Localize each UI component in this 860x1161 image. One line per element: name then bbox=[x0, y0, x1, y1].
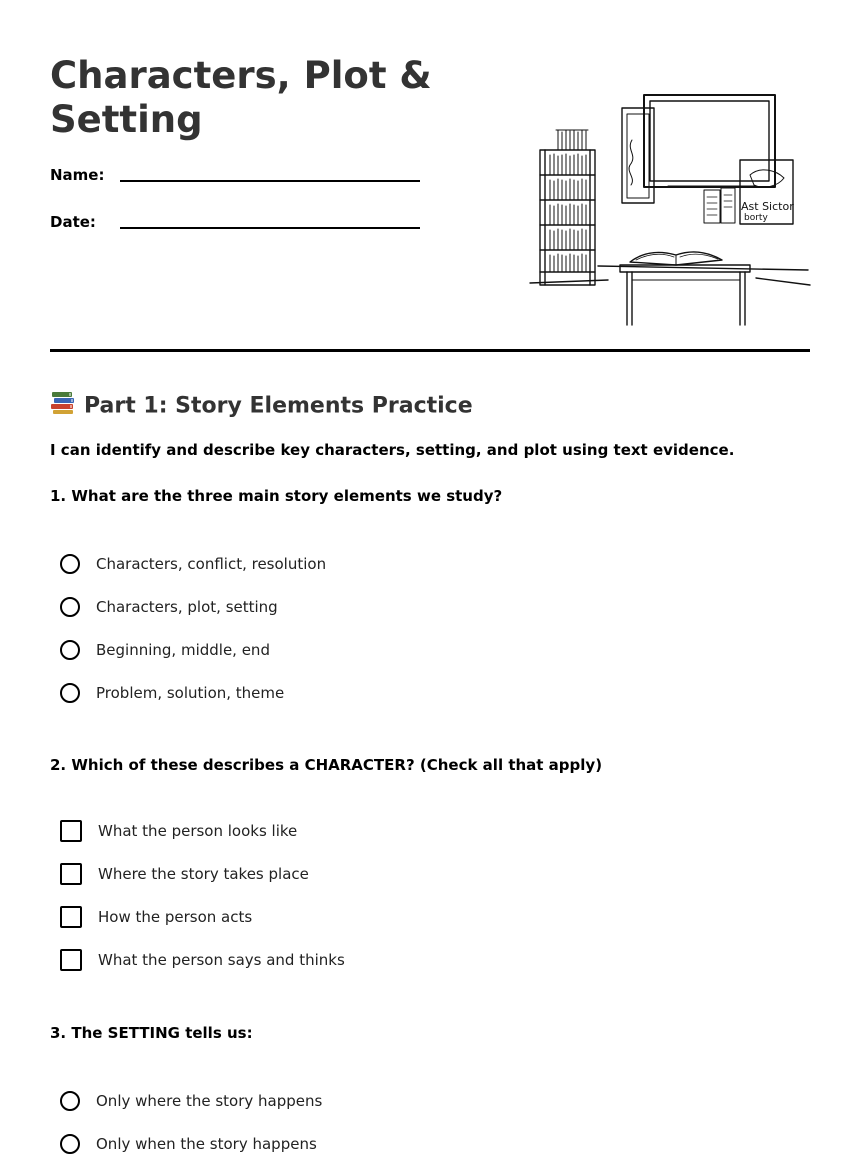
worksheet-title: Characters, Plot & Setting bbox=[50, 54, 432, 141]
checkbox[interactable] bbox=[60, 906, 82, 928]
q1-option-4[interactable] bbox=[60, 680, 284, 706]
books-icon bbox=[50, 389, 76, 424]
radio-button[interactable] bbox=[60, 554, 80, 574]
section-divider bbox=[50, 349, 810, 352]
q3-option-1[interactable] bbox=[60, 1088, 322, 1114]
q2-option-2[interactable] bbox=[60, 861, 309, 887]
name-line[interactable] bbox=[120, 180, 420, 182]
date-field bbox=[50, 213, 96, 231]
option-label: Beginning, middle, end bbox=[96, 641, 270, 659]
q1-option-2[interactable] bbox=[60, 594, 278, 620]
checkbox[interactable] bbox=[60, 949, 82, 971]
option-label: Problem, solution, theme bbox=[96, 684, 285, 702]
option-label: Only when the story happens bbox=[96, 1135, 317, 1153]
part-1-title bbox=[50, 389, 473, 424]
q1-option-3[interactable] bbox=[60, 637, 270, 663]
q2-option-4[interactable] bbox=[60, 947, 345, 973]
option-label: How the person acts bbox=[98, 908, 253, 926]
q2-option-1[interactable] bbox=[60, 818, 297, 844]
poster-text-2: borty bbox=[744, 213, 768, 223]
radio-button[interactable] bbox=[60, 683, 80, 703]
classroom-illustration bbox=[528, 90, 813, 330]
radio-button[interactable] bbox=[60, 1134, 80, 1154]
name-field bbox=[50, 166, 104, 184]
option-label: Only where the story happens bbox=[96, 1092, 323, 1110]
part-1-title-text: Part 1: Story Elements Practice bbox=[84, 393, 473, 419]
q2-option-3[interactable] bbox=[60, 904, 252, 930]
q1-option-1[interactable] bbox=[60, 551, 326, 577]
date-label: Date: bbox=[50, 213, 96, 231]
radio-button[interactable] bbox=[60, 1091, 80, 1111]
question-1: 1. What are the three main story elements we study? bbox=[50, 487, 503, 505]
poster-text-1: Ast Sictor bbox=[741, 200, 794, 213]
name-label: Name: bbox=[50, 166, 105, 184]
question-3: 3. The SETTING tells us: bbox=[50, 1024, 253, 1042]
option-label: Characters, plot, setting bbox=[96, 598, 278, 616]
date-line[interactable] bbox=[120, 227, 420, 229]
learning-goal: I can identify and describe key characters, setting, and plot using text evidence. bbox=[50, 441, 735, 459]
option-label: Characters, conflict, resolution bbox=[96, 555, 327, 573]
radio-button[interactable] bbox=[60, 640, 80, 660]
option-label: What the person looks like bbox=[98, 822, 298, 840]
option-label: Where the story takes place bbox=[98, 865, 309, 883]
option-label: What the person says and thinks bbox=[98, 951, 345, 969]
checkbox[interactable] bbox=[60, 863, 82, 885]
question-2: 2. Which of these describes a CHARACTER? (Check all that apply) bbox=[50, 756, 603, 774]
radio-button[interactable] bbox=[60, 597, 80, 617]
checkbox[interactable] bbox=[60, 820, 82, 842]
q3-option-2[interactable] bbox=[60, 1131, 317, 1157]
